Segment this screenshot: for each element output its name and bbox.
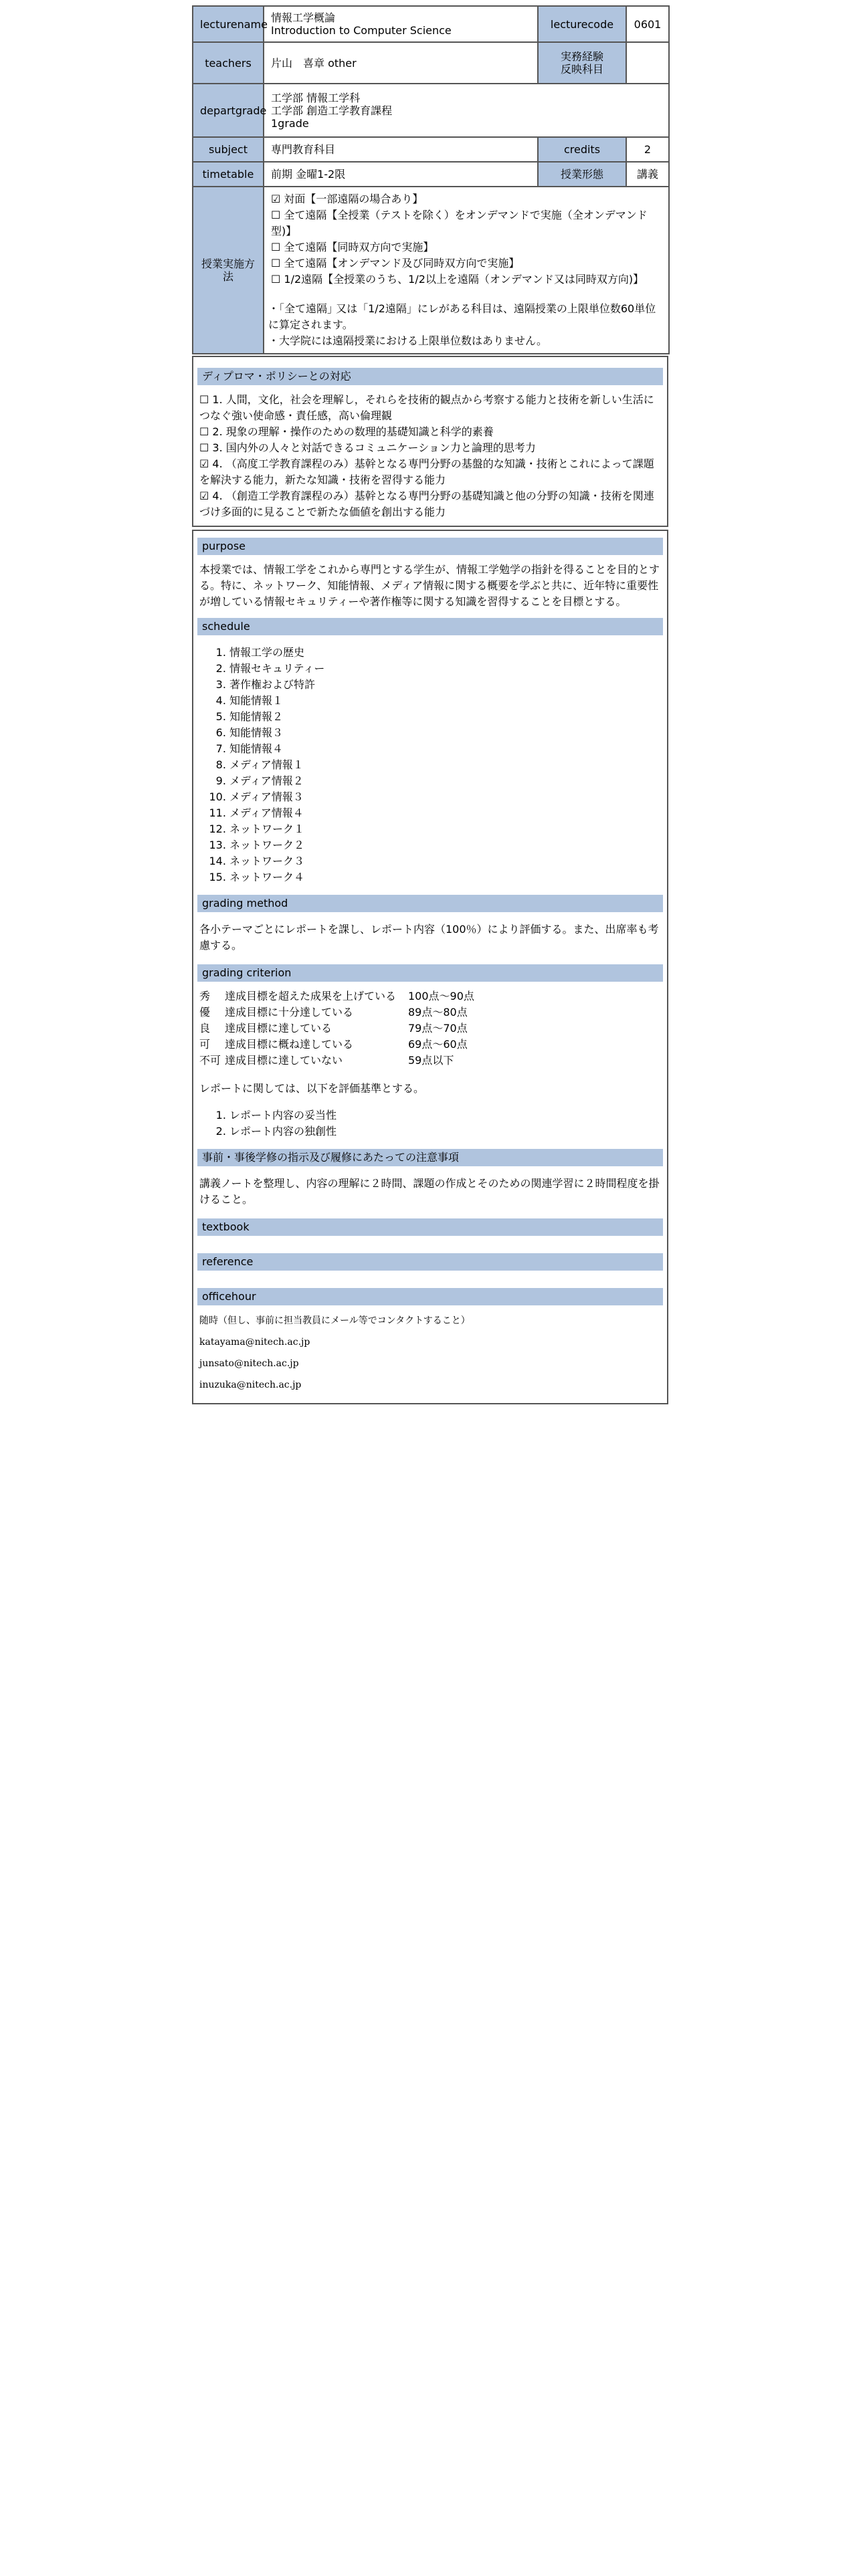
lecturecode-label: lecturecode (538, 6, 626, 42)
schedule-item: 3. 著作権および特許 (229, 677, 663, 693)
schedule-item: 12. ネットワーク１ (229, 821, 663, 837)
schedule-item: 13. ネットワーク２ (229, 837, 663, 853)
subject-label: subject (193, 137, 264, 162)
diploma-policy-item: ☐ 2. 現象の理解・操作のための数理的基礎知識と科学的素養 (199, 425, 494, 438)
grade-row (199, 1053, 474, 1069)
notes-heading: 事前・事後学修の指示及び履修にあたっての注意事項 (197, 1149, 663, 1166)
lecturecode-value: 0601 (626, 6, 669, 42)
grade-label: 良 (199, 1022, 211, 1035)
diploma-policy-heading: ディプロマ・ポリシーとの対応 (197, 368, 663, 385)
method-option: ☐ 1/2遠隔【全授業のうち、1/2以上を遠隔（オンデマンド又は同時双方向)】 (271, 273, 644, 286)
grade-range: 79点〜70点 (408, 1022, 468, 1035)
practical-label-line1: 実務経験 (560, 50, 603, 63)
grade-label: 優 (199, 1006, 211, 1018)
lecturename-jp: 情報工学概論 (271, 11, 336, 24)
schedule-item: 10. メディア情報３ (229, 789, 663, 805)
grade-row (199, 1004, 474, 1021)
grade-row (199, 988, 474, 1004)
schedule-item: 2. 情報セキュリティー (229, 661, 663, 677)
timetable-value: 前期 金曜1-2限 (264, 162, 538, 187)
grade-desc: 達成目標に達している (225, 1022, 332, 1035)
method-value (264, 187, 669, 354)
grade-label: 可 (199, 1038, 211, 1051)
method-note: ・｢全て遠隔｣ 又は「1/2遠隔」にレがある科目は、遠隔授業の上限単位数60単位に算定されます。 (268, 302, 656, 331)
method-note: ・大学院には遠隔授業における上限単位数はありません。 (268, 334, 547, 347)
method-option: ☐ 全て遠隔【全授業（テストを除く）をオンデマンドで実施（全オンデマンド型)】 (271, 209, 648, 237)
lecturename-label: lecturename (193, 6, 264, 42)
grade-row (199, 1037, 474, 1053)
grade-range: 69点〜60点 (408, 1038, 468, 1051)
diploma-policy-list (197, 385, 663, 520)
schedule-item: 8. メディア情報１ (229, 757, 663, 773)
grade-range: 100点〜90点 (408, 990, 474, 1002)
grade-desc: 達成目標に十分達している (225, 1006, 354, 1018)
purpose-text: 本授業では、情報工学をこれから専門とする学生が、情報工学勉学の指針を得ることを目的とする。特に、ネットワーク、知能情報、メディア情報に関する概要を学ぶと共に、近年特に重要性が増している情報セキュリティーや著作権等に関する知識を習得することを目標とする。 (199, 563, 660, 608)
textbook-heading: textbook (197, 1218, 663, 1236)
grading-criterion-table (199, 988, 474, 1069)
details-section (192, 530, 668, 1404)
grading-list-item: 1. レポート内容の妥当性 (229, 1107, 663, 1123)
grade-range: 59点以下 (408, 1054, 454, 1067)
officehour-text (197, 1305, 663, 1398)
timetable-label: timetable (193, 162, 264, 187)
reference-heading: reference (197, 1253, 663, 1271)
grading-note: レポートに関しては、以下を評価基準とする。 (199, 1082, 425, 1095)
grade-desc: 達成目標を超えた成果を上げている (225, 990, 397, 1002)
officehour-email: katayama@nitech.ac.jp (199, 1337, 310, 1348)
practical-label-line2: 反映科目 (560, 63, 603, 76)
department-line: 工学部 情報工学科 (271, 91, 361, 104)
grade-row (199, 1021, 474, 1037)
lecturename-value (264, 6, 538, 42)
grading-list (197, 1107, 663, 1140)
department-grade: 1grade (271, 116, 309, 130)
schedule-item: 6. 知能情報３ (229, 725, 663, 741)
diploma-policy-item: ☑ 4. （創造工学教育課程のみ）基幹となる専門分野の基礎知識と他の分野の知識・技術を関連づけ多面的に見ることで新たな価値を創出する能力 (199, 490, 654, 518)
method-option: ☑ 対面【一部遠隔の場合あり】 (271, 193, 423, 205)
practical-value (626, 42, 669, 84)
method-label: 授業実施方法 (193, 187, 264, 354)
officehour-heading: officehour (197, 1288, 663, 1305)
schedule-item: 9. メディア情報２ (229, 773, 663, 789)
schedule-heading: schedule (197, 618, 663, 635)
grading-list-item: 2. レポート内容の独創性 (229, 1123, 663, 1140)
diploma-policy-item: ☐ 1. 人間，文化，社会を理解し，それらを技術的観点から考察する能力と技術を新しい生活につなぐ強い使命感・責任感，高い倫理観 (199, 393, 654, 422)
lecturename-en: Introduction to Computer Science (271, 24, 452, 37)
department-value (264, 84, 669, 137)
purpose-heading: purpose (197, 538, 663, 555)
schedule-item: 5. 知能情報２ (229, 709, 663, 725)
department-label: departgrade (193, 84, 264, 137)
diploma-policy-section (192, 356, 668, 527)
officehour-email: junsato@nitech.ac.jp (199, 1358, 299, 1369)
grading-criterion-heading: grading criterion (197, 964, 663, 982)
grade-desc: 達成目標に概ね達している (225, 1038, 354, 1051)
grading-method-heading: grading method (197, 895, 663, 912)
course-info-table (192, 5, 670, 354)
schedule-item: 11. メディア情報４ (229, 805, 663, 821)
officehour-note: 随時（但し、事前に担当教員にメール等でコンタクトすること） (199, 1315, 470, 1326)
format-value: 講義 (626, 162, 669, 187)
teachers-value: 片山 喜章 other (264, 42, 538, 84)
schedule-item: 7. 知能情報４ (229, 741, 663, 757)
grade-desc: 達成目標に達していない (225, 1054, 343, 1067)
schedule-list (197, 645, 663, 885)
diploma-policy-item: ☐ 3. 国内外の人々と対話できるコミュニケーション力と論理的思考力 (199, 441, 536, 454)
grade-range: 89点〜80点 (408, 1006, 468, 1018)
department-line: 工学部 創造工学教育課程 (271, 104, 393, 117)
subject-value: 専門教育科目 (264, 137, 538, 162)
diploma-policy-item: ☑ 4. （高度工学教育課程のみ）基幹となる専門分野の基盤的な知識・技術とこれによって課題を解決する能力，新たな知識・技術を習得する能力 (199, 457, 654, 486)
credits-label: credits (538, 137, 626, 162)
schedule-item: 15. ネットワーク４ (229, 869, 663, 885)
grading-method-text: 各小テーマごとにレポートを課し、レポート内容（100％）により評価する。また、出席率も考慮する。 (199, 923, 659, 952)
notes-text: 講義ノートを整理し、内容の理解に２時間、課題の作成とそのための関連学習に２時間程度を掛けること。 (199, 1177, 660, 1206)
practical-label (538, 42, 626, 84)
method-option: ☐ 全て遠隔【同時双方向で実施】 (271, 241, 434, 253)
teachers-label: teachers (193, 42, 264, 84)
format-label: 授業形態 (538, 162, 626, 187)
officehour-email: inuzuka@nitech.ac.jp (199, 1380, 302, 1390)
syllabus (192, 5, 668, 1404)
credits-value: 2 (626, 137, 669, 162)
schedule-item: 14. ネットワーク３ (229, 853, 663, 869)
schedule-item: 1. 情報工学の歴史 (229, 645, 663, 661)
grade-label: 不可 (199, 1054, 221, 1067)
grade-label: 秀 (199, 990, 211, 1002)
method-option: ☐ 全て遠隔【オンデマンド及び同時双方向で実施】 (271, 257, 520, 270)
schedule-item: 4. 知能情報１ (229, 693, 663, 709)
